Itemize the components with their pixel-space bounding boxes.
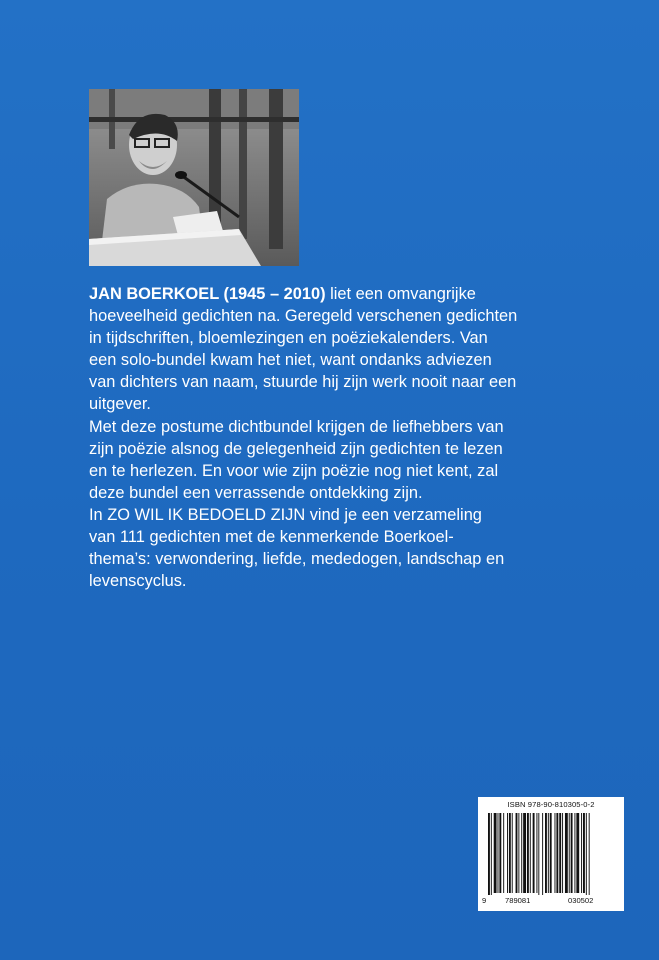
barcode-bar	[523, 813, 526, 893]
book-title: ZO WIL IK BEDOELD ZIJN	[107, 505, 306, 524]
barcode-bar	[550, 813, 552, 893]
paragraph-1-text: liet een omvangrijke hoeveelheid gedichten na. Geregeld verschenen gedichten in tijdschriften, bloemlezingen en poëziekalenders. Van een solo-bundel kwam het niet, want ondanks adviezen van dichters van naam, stuurde hij zijn werk nooit naar een uitgever.	[89, 285, 518, 414]
barcode-bar	[516, 813, 518, 893]
barcode-bar	[488, 813, 490, 895]
barcode-bar	[576, 813, 579, 893]
barcode-bar	[512, 813, 513, 893]
barcode-bar	[499, 813, 501, 893]
barcode-bar	[583, 813, 585, 893]
barcode-bar	[536, 813, 537, 893]
barcode-bar	[581, 813, 582, 893]
paragraph-3-text: vind je een verzameling van 111 gedichten met de kenmerkende Boerkoel- thema’s: verwondering, liefde, mededogen, landschap en levenscyclus.	[89, 505, 505, 591]
barcode-digit-first: 9	[482, 896, 487, 905]
barcode-bar	[542, 813, 543, 895]
barcode-digit-group-2: 030502	[568, 896, 594, 905]
barcode-bar	[589, 813, 590, 895]
author-photo	[89, 89, 299, 266]
barcode-bar	[491, 813, 492, 895]
barcode-bar	[533, 813, 535, 893]
barcode-bar	[548, 813, 549, 893]
paragraph-3-prefix: In	[89, 505, 108, 524]
description-paragraph-2: Met deze postume dichtbundel krijgen de liefhebbers van zijn poëzie alsnog de gelegenheid zijn gedichten te lezen en te herlezen. En voor wie zijn poëzie nog niet kent, zal deze bundel een verrassende ontdekking zijn.	[89, 417, 504, 502]
isbn-barcode	[478, 797, 624, 911]
isbn-label: ISBN 978-90-810305-0-2	[507, 800, 595, 809]
barcode-bar	[530, 813, 531, 893]
barcode-bar	[562, 813, 563, 893]
barcode-bar	[556, 813, 558, 893]
description-paragraph-1	[89, 283, 589, 416]
book-description	[89, 283, 589, 592]
barcode-digit-group-1: 789081	[505, 896, 531, 905]
description-paragraph-3	[89, 504, 589, 592]
barcode-bar	[509, 813, 511, 893]
barcode-bar	[574, 813, 575, 893]
barcode-bar	[503, 813, 504, 893]
barcode-bar	[555, 813, 556, 893]
barcode-bar	[521, 813, 522, 893]
barcode-bar	[545, 813, 547, 893]
barcode-bar	[586, 813, 587, 895]
barcode-bar	[527, 813, 529, 893]
author-photo-image	[89, 89, 299, 266]
barcode-bar	[494, 813, 497, 893]
barcode-bar	[569, 813, 570, 893]
barcode-bar	[507, 813, 508, 893]
barcode-bar	[559, 813, 561, 893]
barcode-bar	[498, 813, 499, 893]
barcode-bar	[518, 813, 519, 893]
barcode-bar	[571, 813, 573, 893]
barcode-bar	[565, 813, 568, 893]
barcode-bar	[538, 813, 539, 895]
barcode-bars	[488, 813, 616, 895]
author-name-dates: JAN BOERKOEL (1945 – 2010)	[89, 285, 326, 303]
